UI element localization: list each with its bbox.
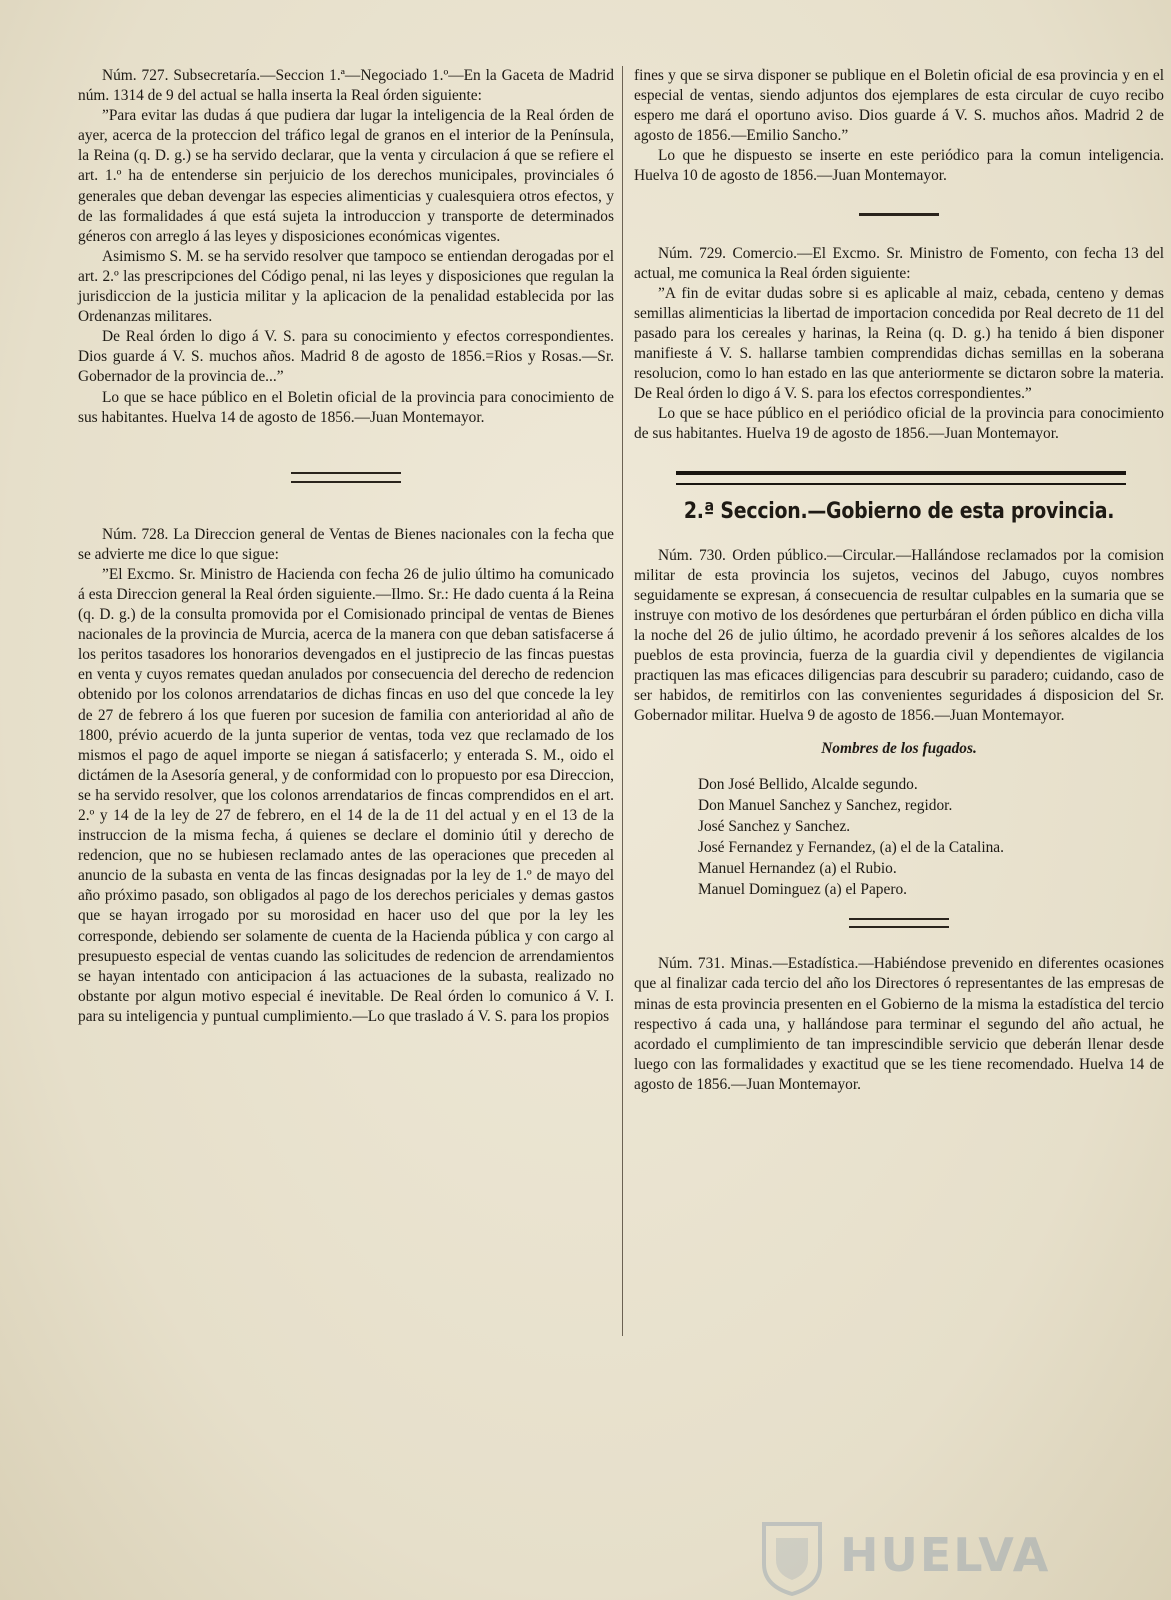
article-729 [634,244,1164,445]
section-rule [676,471,1126,485]
article-729-heading: Núm. 729. Comercio.—El Excmo. Sr. Ministro de Fomento, con fecha 13 del actual, me comunica la Real órden siguiente: [634,244,1164,282]
article-727-paragraph: Asimismo S. M. se ha servido resolver que tampoco se entiendan derogadas por el art. 2.º las prescripciones del Código penal, ni las leyes y disposiciones que regulan la jurisdiccion de la justicia militar y la aplicacion de la penalidad establecida por las Ordenanzas militares. [78,247,614,326]
watermark-text: HUELVA [840,1528,1051,1582]
shield-icon [760,1520,824,1596]
article-728-paragraph: ”El Excmo. Sr. Ministro de Hacienda con fecha 26 de julio último ha comunicado á esta Direccion general la Real órden siguiente.—Ilmo. Sr.: He dado cuenta á la Reina (q. D. g.) de la consulta promovida por el Comisionado principal de ventas de Bienes nacionales de la provincia de Murcia, acerca de la manera con que deban satisfacerse á los peritos tasadores los honorarios devengados en el justiprecio de las fincas puestas en venta y cuyos remates quedan anulados por consecuencia del derecho de redencion obtenido por los colonos arrendatarios de dichas fincas en uso del que concede la ley de 27 de febrero á los que fueren por sucesion de familia con anterioridad al año de 1800, prévio acuerdo de la junta superior de ventas, toda vez que reclamado de los mismos el pago de aquel importe se niegan á satisfacerlo; y enterada S. M., oido el dictámen de la Asesoría general, y de conformidad con lo propuesto por esa Direccion, se ha servido resolver, que los colonos arrendatarios de fincas comprendidos en el art. 2.º y 14 de la ley de 27 de febrero, en el 14 de la de 11 del actual y en el 13 de la instruccion de la misma fecha, á quienes se declare el dominio útil y derecho de redencion, que no se hubiesen reclamado antes de las operaciones que preceden al anuncio de la subasta en venta de las fincas designadas por la ley de 1.º de mayo del año próximo pasado, son obligados al pago de los derechos periciales y demas gastos que se hayan irrogado por su morosidad en hacer uso del que por la ley les corresponde, debiendo ser solamente de cuenta de la Hacienda pública y con cargo al presupuesto especial de ventas cuando las solicitudes de redencion de arrendamientos se hayan intentado con anticipacion á las actuaciones de la subasta, realizado no obstante por algun motivo especial é inevitable. De Real órden lo comunico á V. I. para su inteligencia y puntual cumplimiento.—Lo que traslado á V. S. para los propios [78,565,614,1025]
column-divider [622,66,623,1336]
fugitive-name: Manuel Hernandez (a) el Rubio. [698,860,897,878]
article-730 [634,546,1164,727]
article-separator [291,472,401,483]
right-column [634,66,1164,1095]
section-heading: 2.ª Seccion.—Gobierno de esta provincia. [683,498,1115,524]
article-separator [849,918,949,928]
article-728-heading: Núm. 728. La Direccion general de Ventas de Bienes nacionales con la fecha que se advierte me dice lo que sigue: [78,525,614,563]
fugitive-name: Don José Bellido, Alcalde segundo. [698,776,918,794]
article-729-signature: Lo que se hace público en el periódico oficial de la provincia para conocimiento de sus habitantes. Huelva 19 de agosto de 1856.—Juan Montemayor. [634,405,1164,443]
fugitives-list [634,774,1164,900]
article-728-continuation: fines y que se sirva disponer se publique en el Boletin oficial de esa provincia y en el especial de ventas, siendo adjuntos dos ejemplares de esta circular de cuyo recibo espero me dará el oportuno aviso. Dios guarde á V. S. muchos años. Madrid 2 de agosto de 1856.—Emilio Sancho.” [634,67,1164,145]
article-727 [78,66,614,428]
fugitive-name: José Fernandez y Fernandez, (a) el de la Catalina. [698,839,1004,857]
article-727-paragraph: ”Para evitar las dudas á que pudiera dar lugar la inteligencia de la Real órden de ayer, acerca de la proteccion del tráfico legal de granos en el interior de la Península, la Reina (q. D. g.) se ha servido declarar, que la venta y circulacion á que se refiere el art. 1.º ha de entenderse sin perjuicio de los derechos municipales, provinciales ó generales que deban devengar las especies alimenticias y cualesquiera otros efectos, y de las formalidades á que está sujeta la introduccion y transporte de determinados géneros con arreglo á las leyes y disposiciones económicas vigentes. [78,107,614,245]
article-731-paragraph: Núm. 731. Minas.—Estadística.—Habiéndose prevenido en diferentes ocasiones que al finalizar cada tercio del año los Directores ó representantes de las empresas de minas de esta provincia presenten en el Gobierno de la misma la estadística del tercio respectivo á cada una, y hallándose para terminar el segundo del año actual, he acordado el cumplimiento de tan imprescindible servicio que deberán llenar desde luego con las formalidades y exactitud que se les tiene recomendado. Huelva 14 de agosto de 1856.—Juan Montemayor. [634,955,1164,1093]
fugitive-name: José Sanchez y Sanchez. [698,818,851,836]
article-728-signature: Lo que he dispuesto se inserte en este periódico para la comun inteligencia. Huelva 10 de agosto de 1856.—Juan Montemayor. [634,147,1164,185]
library-watermark [740,1520,1160,1600]
fugitives-title: Nombres de los fugados. [821,740,977,758]
article-728 [78,525,614,1027]
article-730-paragraph: Núm. 730. Orden público.—Circular.—Hallándose reclamados por la comision militar de esta provincia los sujetos, vecinos del Jabugo, cuyos nombres seguidamente se expresan, á consecuencia de resultar culpables en la sumaria que se instruye con motivo de los desórdenes que perturbáran el órden público en dicha villa la noche del 26 de julio último, he acordado prevenir á los señores alcaldes de los pueblos de esta provincia, fuerza de la guardia civil y dependientes de vigilancia practiquen las mas eficaces diligencias para descubrir su paradero; cuidando, caso de ser habidos, de remitirlos con las convenientes seguridades á disposicion del Sr. Gobernador militar. Huelva 9 de agosto de 1856.—Juan Montemayor. [634,546,1164,725]
article-727-heading: Núm. 727. Subsecretaría.—Seccion 1.ª—Negociado 1.º—En la Gaceta de Madrid núm. 1314 de 9 del actual se halla inserta la Real órden siguiente: [78,67,614,105]
article-727-paragraph: De Real órden lo digo á V. S. para su conocimiento y efectos correspondientes. Dios guarde á V. S. muchos años. Madrid 8 de agosto de 1856.=Rios y Rosas.—Sr. Gobernador de la provincia de...” [78,328,614,386]
article-729-paragraph: ”A fin de evitar dudas sobre si es aplicable al maiz, cebada, centeno y demas semillas alimenticias la libertad de importacion concedida por Real decreto de 11 del pasado para los cereales y harinas, la Reina (q. D. g.) ha tenido á bien disponer manifieste á V. S. hallarse tambien comprendidas dichas semillas en la soberana resolucion, como lo han estado en las que anteriormente se dictaron sobre la materia. De Real órden lo digo á V. S. para los efectos correspondientes.” [634,284,1164,403]
fugitive-name: Manuel Dominguez (a) el Papero. [698,881,907,899]
article-728-continued [634,66,1164,187]
article-separator [859,213,939,216]
article-727-signature: Lo que se hace público en el Boletin oficial de la provincia para conocimiento de sus habitantes. Huelva 14 de agosto de 1856.—Juan Montemayor. [78,388,614,426]
article-731 [634,954,1164,1095]
left-column [78,66,614,1027]
fugitive-name: Don Manuel Sanchez y Sanchez, regidor. [698,797,953,815]
